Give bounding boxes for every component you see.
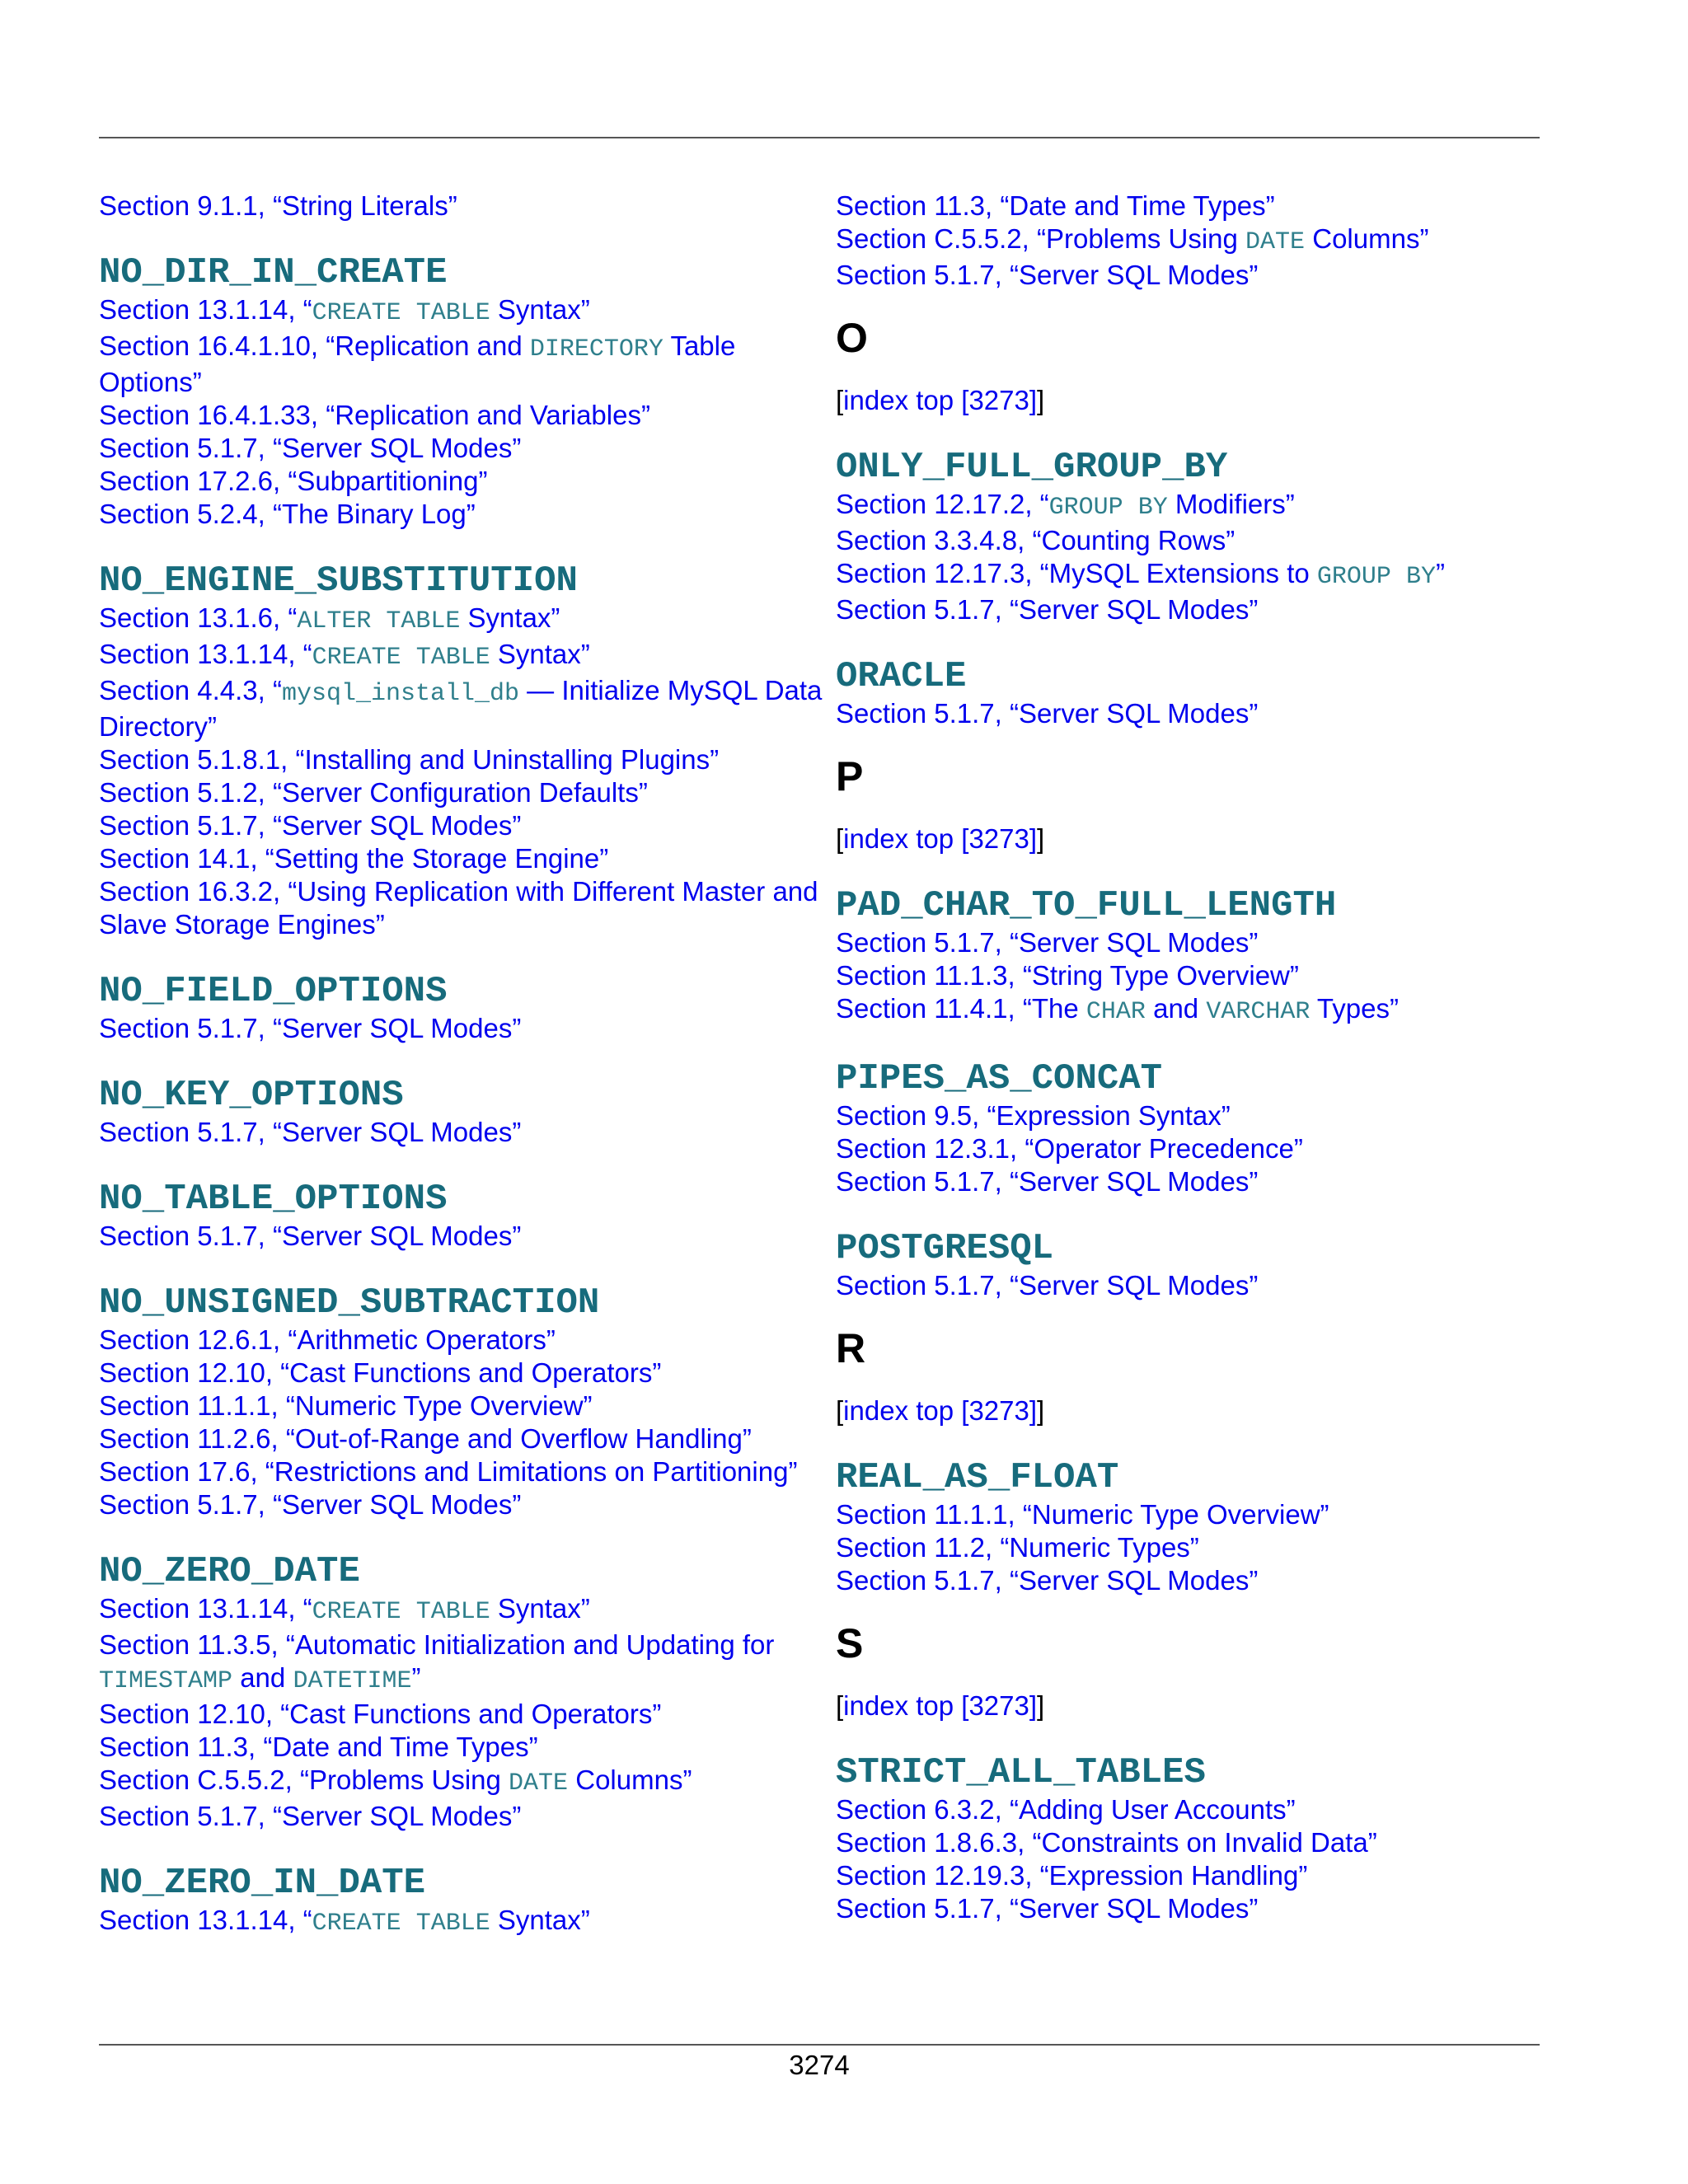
section-reference-link[interactable]: Section 12.10, “Cast Functions and Operators”: [99, 1699, 662, 1729]
section-reference-link[interactable]: Section 5.1.7, “Server SQL Modes”: [99, 1489, 522, 1520]
section-reference-link[interactable]: Section 5.1.7, “Server SQL Modes”: [99, 810, 522, 841]
bracket-close: ]: [1037, 1395, 1045, 1426]
section-reference-link[interactable]: Section 16.3.2, “Using Replication with Different Master and Slave Storage Engines”: [99, 876, 818, 940]
reference-text: Table Options”: [99, 330, 736, 397]
code-literal: DATETIME: [293, 1667, 412, 1695]
section-reference-link[interactable]: Section 12.3.1, “Operator Precedence”: [836, 1133, 1303, 1164]
section-reference-link[interactable]: [99, 638, 824, 674]
index-term: NO_FIELD_OPTIONS: [99, 971, 448, 1012]
index-term: STRICT_ALL_TABLES: [836, 1752, 1206, 1793]
code-literal: CHAR: [1085, 998, 1146, 1026]
reference-text: ”: [411, 1662, 421, 1693]
section-reference-link[interactable]: [99, 1629, 824, 1698]
section-reference-link[interactable]: Section 5.1.7, “Server SQL Modes”: [99, 1117, 522, 1147]
index-term: PIPES_AS_CONCAT: [836, 1058, 1163, 1099]
reference-text: and: [232, 1662, 293, 1693]
reference-text: Section 13.1.14, “: [99, 639, 312, 669]
code-literal: mysql_install_db: [281, 680, 520, 708]
bracket-open: [: [836, 1690, 844, 1721]
index-term: NO_ENGINE_SUBSTITUTION: [99, 560, 578, 602]
index-top-link[interactable]: index top [3273]: [843, 385, 1038, 415]
index-letter-heading: R: [836, 1325, 866, 1371]
section-reference-link[interactable]: Section 6.3.2, “Adding User Accounts”: [836, 1794, 1296, 1825]
section-reference-link[interactable]: Section 12.19.3, “Expression Handling”: [836, 1860, 1308, 1891]
reference-text: Syntax”: [490, 1905, 590, 1935]
index-column-right: [836, 190, 1545, 1925]
section-reference-link[interactable]: Section 5.1.7, “Server SQL Modes”: [99, 1801, 522, 1831]
bracket-close: ]: [1037, 823, 1045, 854]
index-term: NO_KEY_OPTIONS: [99, 1075, 404, 1116]
section-reference-link[interactable]: Section 9.5, “Expression Syntax”: [836, 1100, 1231, 1131]
code-literal: CREATE TABLE: [312, 1598, 490, 1626]
index-top-link[interactable]: index top [3273]: [843, 1690, 1038, 1721]
index-term: ONLY_FULL_GROUP_BY: [836, 447, 1228, 488]
code-literal: CREATE TABLE: [312, 1910, 490, 1938]
reference-text: Section 4.4.3, “: [99, 675, 282, 705]
page-number: 3274: [789, 2050, 850, 2080]
section-reference-link[interactable]: Section 1.8.6.3, “Constraints on Invalid Data”: [836, 1827, 1377, 1858]
section-reference-link[interactable]: Section 5.1.7, “Server SQL Modes”: [836, 1166, 1259, 1197]
reference-text: Modifiers”: [1167, 489, 1295, 519]
section-reference-link[interactable]: Section 11.1.1, “Numeric Type Overview”: [836, 1499, 1329, 1530]
reference-text: ”: [1435, 558, 1445, 588]
section-reference-link[interactable]: Section 11.3, “Date and Time Types”: [99, 1732, 538, 1762]
code-literal: VARCHAR: [1206, 998, 1311, 1026]
code-literal: CREATE TABLE: [312, 299, 490, 327]
index-letter-heading: S: [836, 1620, 864, 1666]
section-reference-link[interactable]: Section 5.1.7, “Server SQL Modes”: [99, 433, 522, 463]
index-top-line: [836, 823, 1545, 855]
section-reference-link[interactable]: Section 5.2.4, “The Binary Log”: [99, 499, 476, 529]
section-reference-link[interactable]: Section 11.1.1, “Numeric Type Overview”: [99, 1390, 593, 1421]
reference-text: Syntax”: [460, 602, 560, 633]
index-letter-heading: P: [836, 753, 864, 799]
reference-text: Types”: [1310, 993, 1399, 1024]
section-reference-link[interactable]: Section 16.4.1.33, “Replication and Variables”: [99, 400, 650, 430]
reference-text: Section C.5.5.2, “Problems Using: [99, 1765, 509, 1795]
code-literal: TIMESTAMP: [99, 1667, 233, 1695]
code-literal: CREATE TABLE: [312, 644, 490, 672]
reference-text: Section 12.17.3, “MySQL Extensions to: [836, 558, 1317, 588]
index-top-line: [836, 384, 1545, 417]
reference-text: Section 13.1.14, “: [99, 1905, 312, 1935]
bracket-open: [: [836, 1395, 844, 1426]
section-reference-link[interactable]: [99, 1592, 824, 1629]
section-reference-link[interactable]: Section 5.1.7, “Server SQL Modes”: [836, 1565, 1259, 1596]
section-reference-link[interactable]: Section 14.1, “Setting the Storage Engine”: [99, 843, 609, 874]
code-literal: DATE: [1245, 228, 1306, 256]
index-term: PAD_CHAR_TO_FULL_LENGTH: [836, 885, 1337, 926]
index-top-line: [836, 1394, 1545, 1427]
section-reference-link[interactable]: Section 5.1.7, “Server SQL Modes”: [836, 1893, 1259, 1924]
section-reference-link[interactable]: Section 5.1.7, “Server SQL Modes”: [99, 1221, 522, 1251]
bracket-open: [: [836, 823, 844, 854]
section-reference-link[interactable]: Section 5.1.7, “Server SQL Modes”: [836, 698, 1259, 729]
reference-text: and: [1145, 993, 1207, 1024]
bracket-close: ]: [1037, 1690, 1045, 1721]
reference-text: Section 13.1.14, “: [99, 1593, 312, 1624]
section-reference-link[interactable]: [99, 1904, 824, 1940]
code-literal: GROUP BY: [1048, 494, 1168, 522]
section-reference-link[interactable]: Section 9.1.1, “String Literals”: [99, 190, 457, 221]
index-letter-heading: O: [836, 315, 868, 361]
section-reference-link[interactable]: [836, 223, 1545, 259]
reference-text: Syntax”: [490, 294, 590, 325]
index-column-left: [99, 190, 824, 1940]
reference-text: Syntax”: [490, 1593, 590, 1624]
reference-text: — Initialize MySQL Data Directory”: [99, 675, 823, 742]
reference-text: Columns”: [568, 1765, 692, 1795]
section-reference-link[interactable]: [836, 992, 1545, 1029]
section-reference-link[interactable]: Section 5.1.7, “Server SQL Modes”: [836, 1270, 1259, 1301]
section-reference-link[interactable]: Section 5.1.2, “Server Configuration Defaults”: [99, 777, 648, 808]
reference-text: Section 12.17.2, “: [836, 489, 1049, 519]
code-literal: GROUP BY: [1316, 563, 1436, 591]
section-reference-link[interactable]: [99, 1764, 824, 1800]
bracket-open: [: [836, 385, 844, 415]
reference-text: Section 11.4.1, “The: [836, 993, 1086, 1024]
section-reference-link[interactable]: [99, 602, 824, 638]
index-term: NO_TABLE_OPTIONS: [99, 1179, 448, 1220]
reference-text: Syntax”: [490, 639, 590, 669]
section-reference-link[interactable]: Section 12.6.1, “Arithmetic Operators”: [99, 1324, 556, 1355]
section-reference-link[interactable]: Section 11.2.6, “Out-of-Range and Overflow Handling”: [99, 1423, 752, 1454]
bracket-close: ]: [1037, 385, 1045, 415]
reference-text: Section C.5.5.2, “Problems Using: [836, 223, 1246, 254]
section-reference-link[interactable]: [836, 488, 1545, 524]
index-top-line: [836, 1690, 1545, 1722]
index-term: ORACLE: [836, 656, 967, 697]
section-reference-link[interactable]: Section 5.1.7, “Server SQL Modes”: [836, 260, 1259, 290]
reference-text: Section 16.4.1.10, “Replication and: [99, 330, 530, 361]
reference-text: Columns”: [1305, 223, 1429, 254]
reference-text: Section 11.3.5, “Automatic Initialization and Updating for: [99, 1629, 775, 1660]
index-top-link[interactable]: index top [3273]: [843, 823, 1038, 854]
section-reference-link[interactable]: Section 12.10, “Cast Functions and Operators”: [99, 1357, 662, 1388]
section-reference-link[interactable]: [99, 293, 824, 330]
section-reference-link[interactable]: Section 5.1.7, “Server SQL Modes”: [836, 594, 1259, 625]
index-term: NO_DIR_IN_CREATE: [99, 252, 448, 293]
code-literal: DIRECTORY: [529, 335, 663, 363]
index-top-link[interactable]: index top [3273]: [843, 1395, 1038, 1426]
section-reference-link[interactable]: Section 17.6, “Restrictions and Limitations on Partitioning”: [99, 1456, 798, 1487]
index-term: REAL_AS_FLOAT: [836, 1457, 1119, 1498]
section-reference-link[interactable]: [99, 674, 824, 743]
header-rule: [99, 137, 1540, 138]
section-reference-link[interactable]: Section 5.1.7, “Server SQL Modes”: [836, 927, 1259, 958]
section-reference-link[interactable]: Section 11.1.3, “String Type Overview”: [836, 960, 1299, 991]
index-term: NO_ZERO_DATE: [99, 1551, 360, 1592]
index-term: NO_UNSIGNED_SUBTRACTION: [99, 1282, 600, 1324]
section-reference-link[interactable]: Section 11.2, “Numeric Types”: [836, 1532, 1199, 1563]
reference-text: Section 13.1.6, “: [99, 602, 298, 633]
section-reference-link[interactable]: Section 5.1.7, “Server SQL Modes”: [99, 1013, 522, 1043]
section-reference-link[interactable]: [99, 330, 824, 399]
index-term: NO_ZERO_IN_DATE: [99, 1863, 426, 1904]
section-reference-link[interactable]: Section 11.3, “Date and Time Types”: [836, 190, 1275, 221]
code-literal: ALTER TABLE: [297, 607, 461, 635]
index-term: POSTGRESQL: [836, 1228, 1054, 1269]
section-reference-link[interactable]: [836, 557, 1545, 593]
footer-rule: [99, 2044, 1540, 2046]
code-literal: DATE: [509, 1769, 569, 1797]
section-reference-link[interactable]: Section 3.3.4.8, “Counting Rows”: [836, 525, 1236, 555]
section-reference-link[interactable]: Section 5.1.8.1, “Installing and Uninstalling Plugins”: [99, 744, 720, 775]
reference-text: Section 13.1.14, “: [99, 294, 312, 325]
section-reference-link[interactable]: Section 17.2.6, “Subpartitioning”: [99, 466, 488, 496]
